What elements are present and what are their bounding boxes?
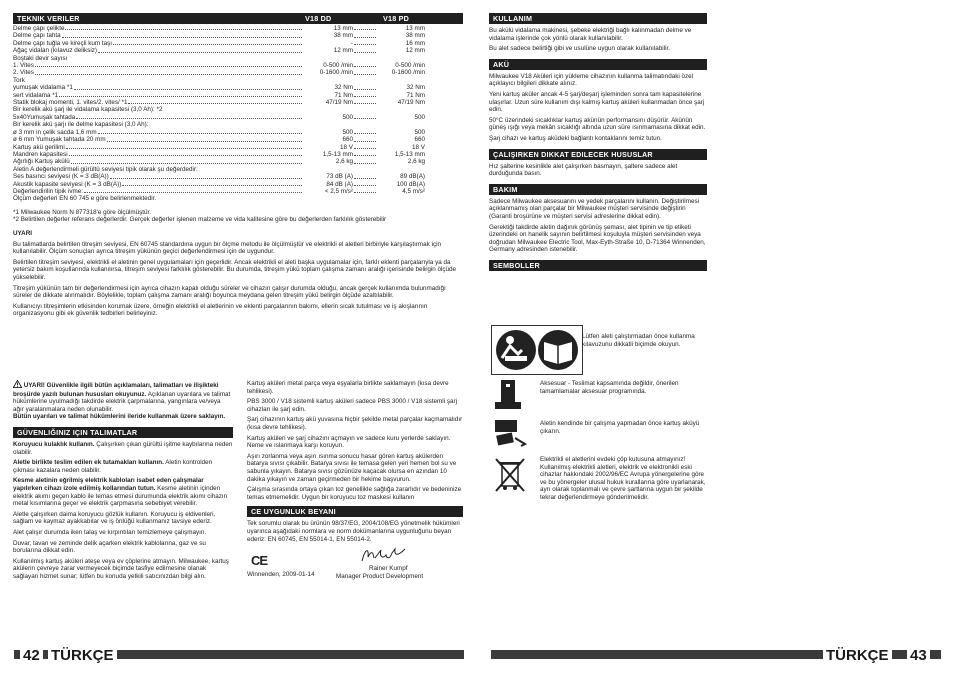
tech-row bbox=[13, 129, 463, 136]
tech-row bbox=[13, 151, 463, 158]
tech-row-label: Bir kerelik akü şarjı ile delme kapasitesi (3,0 Ah): bbox=[13, 121, 149, 129]
uyari-title: UYARI bbox=[13, 229, 33, 237]
ce-mark-icon: CE bbox=[251, 553, 268, 569]
guvenlik-p7: Kullanılmış kartuş aküleri ateşe veya ev çöplerine atmayın. Milwaukee, kartuş akülerin çevreye zarar vermeyecek biçimde tasfiye edilmesine olanak sağlayan hizmet sunar; lütfen bu konuda yetkili satıcınızdan bilgi alın. bbox=[13, 557, 229, 580]
tech-row bbox=[13, 173, 463, 180]
tech-section bbox=[13, 13, 463, 318]
guvenlik-header: GÜVENLIĞINIZ IÇIN TALIMATLAR bbox=[13, 427, 233, 438]
uyari-p3: Titreşim yükünün tam bir değerlendirmesi için ayrıca cihazın kapalı olduğu süreler ve cihazın çalışır durumda olduğu, ancak gerçek kullanımda bulunmadığı süreler de dikkate alınmalıdır. Böylelikle, toplam çalışma zamanı aralığı boyunca meydana gelen titreşim yükü belirgin ölçüde azaltılabilir. bbox=[13, 284, 446, 300]
tech-row-v18dd: 12 mm bbox=[333, 47, 353, 55]
tech-row-v18dd: 0-1600 /min bbox=[319, 69, 353, 77]
tech-row-label: Tork bbox=[13, 76, 25, 84]
tech-row-label: 2. Vites bbox=[13, 69, 34, 77]
tech-row-v18pd: 1,5-13 mm bbox=[394, 150, 425, 158]
bakim-header: BAKIM bbox=[489, 184, 707, 195]
tech-row-v18dd: 84 dB (A) bbox=[326, 180, 353, 188]
tech-row-label: Mandren kapasitesi bbox=[13, 150, 68, 158]
col-v18dd: V18 DD bbox=[305, 14, 332, 23]
tech-row bbox=[13, 99, 463, 106]
accessory-icon bbox=[491, 378, 529, 412]
tech-row-v18pd: 32 Nm bbox=[406, 84, 425, 92]
aku-p3: 50°C üzerindeki sıcaklıklar kartuş akünün performansını düşürür. Akünün güneş ışığı veya mekân sıcaklığı altında uzun süre ısınmamasına dikkat edin. bbox=[489, 116, 706, 132]
col-v18pd: V18 PD bbox=[383, 14, 409, 23]
aku-p1: Milwaukee V18 Aküleri için yükleme cihazının kullanma talimatındaki özel açıklayıcı bilgileri dikkate alınız. bbox=[489, 72, 694, 88]
remove-battery-icon bbox=[491, 416, 529, 450]
ce-header: CE UYGUNLUK BEYANI bbox=[247, 506, 463, 517]
language-label: TÜRKÇE bbox=[48, 647, 117, 664]
tech-row-v18pd: 660 bbox=[414, 136, 425, 144]
uyari-p4: Kullanıcıyı titreşimlerin etkisinden korumak üzere, örneğin elektrikli el aletlerinin ve eklenti parçalarının bakımı, ellerin sıcak tutulması ve iş akışlarının organizasyonu gibi ek güvenlik tedbirleri belirleyiniz. bbox=[13, 302, 428, 318]
page-number: 42 bbox=[20, 647, 43, 664]
tech-row bbox=[13, 136, 463, 143]
signer-title: Manager Product Development bbox=[336, 573, 424, 581]
tech-row-label: 1. Vites bbox=[13, 62, 34, 70]
symbol-text-4: Elektrikli el aletlerini evdeki çöp kutusuna atmayınız! Kullanılmış elektrikli aletleri, elektrik ve elektronikli eski cihazlar hakkındaki 2002/96/EC Avrupa yönergelerine göre ve bu yönergeler ulusal hukuk kurallarına göre uyarlanarak, ayrı olarak toplanmalı ve çevre şartlarına uygun bir şekilde tekrar değerlendirmeye gönderilmelidir. bbox=[540, 456, 706, 501]
mid-p6: Çalışma sırasında ortaya çıkan toz genellikle sağlığa zararlıdır ve bedeninize temas etmemelidir. Uygun bir koruyucu toz maskesi kullanın bbox=[247, 486, 462, 501]
tech-row bbox=[13, 166, 463, 173]
tech-row bbox=[13, 25, 463, 32]
tech-row-v18dd: 660 bbox=[342, 136, 353, 144]
tech-row bbox=[13, 55, 463, 62]
place-date: Winnenden, 2009-01-14 bbox=[247, 571, 315, 579]
page-number: 43 bbox=[907, 647, 930, 664]
language-label: TÜRKÇE bbox=[823, 647, 892, 664]
semboller-header: SEMBOLLER bbox=[489, 260, 707, 271]
mid-p4: Kartuş aküleri ve şarj cihazını açmayın ve sadece kuru yerlerde saklayın. Neme ve ıslanmaya karşı koruyun. bbox=[247, 434, 451, 450]
tech-row-label: Statik blokaj momenti, 1. vites/2. vites/ *1 bbox=[13, 99, 128, 107]
tech-row bbox=[13, 47, 463, 54]
tech-row-label: ø 6 mm Yumuşak tahtada 20 mm bbox=[13, 136, 106, 144]
tech-row bbox=[13, 77, 463, 84]
kullanim-p1: Bu akülü vidalama makinesi, şebeke elektriği bağlı kalınmadan delme ve vidalama işlerinde çok yönlü olarak kullanılabilir. bbox=[489, 27, 692, 42]
tech-row-label: Bir kerelik akü şarj ile vidalama kapasitesi (3,0 Ah): *2 bbox=[13, 106, 163, 114]
tech-row-v18pd: 16 mm bbox=[405, 39, 425, 47]
tech-row-v18dd: 32 Nm bbox=[334, 84, 353, 92]
guvenlik-p5: Alet çalışır durumda iken talaş ve kırpıntıları temizlemeye çalışmayın. bbox=[13, 528, 207, 536]
uyari-p2: Belirtilen titreşim seviyesi, elektrikli el aletinin genel uygulamaları için geçerlidir. Ancak elektrikli el aleti başka uygulamalar için, farklı eklenti parçalarıyla ya da yetersiz bakım koşullarında kullanılırsa, titreşim seviyesi farklılık gösterebilir. Bu durumda, titreşim yükü toplam çalışma zamanı aralığı içerisinde belirgin ölçüde yükselebilir. bbox=[13, 258, 457, 281]
tech-row-v18dd: 71 Nm bbox=[334, 91, 353, 99]
tech-row-v18pd: 500 bbox=[414, 113, 425, 121]
tech-row-v18dd: 2,6 kg bbox=[335, 158, 353, 166]
right-text-column bbox=[489, 13, 707, 271]
tech-row-label: Ölçüm değerleri EN 60 745 e göre belirlenmektedir. bbox=[13, 195, 157, 203]
tech-row-label: Ses basıncı seviyesi (K = 3 dB(A)) bbox=[13, 173, 109, 181]
tech-row-label: yumuşak vidalama *1 bbox=[13, 84, 73, 92]
mid-p5: Aşırı zorlanma veya aşırı ısınma sonucu hasar gören kartuş akülerden batarya sıvısı çıkabilir. Batarya sıvısı ile temasa gelen yeri hemen bol su ve sabunla yıkayın. Batarya sıvısı gözünüze kaçacak olursa en azından 10 dakika yıkayın ve zaman geçirmeden bir hekime başvurun. bbox=[247, 452, 457, 483]
tech-row-label: Delme çapı çelikte bbox=[13, 25, 65, 32]
mid-p2: PBS 3000 / V18 sistemli kartuş aküleri sadece PBS 3000 / V18 sistemli şarj cihazları ile şarj edin. bbox=[247, 398, 457, 413]
tech-row-label: Delme çapı tahta bbox=[13, 32, 61, 40]
tech-row-v18pd: 18 V bbox=[412, 143, 425, 151]
tech-row-v18pd: 12 mm bbox=[405, 47, 425, 55]
tech-row-v18dd: 73 dB (A) bbox=[326, 173, 353, 181]
tech-row bbox=[13, 106, 463, 113]
tech-row-v18pd: 2,6 kg bbox=[407, 158, 425, 166]
tech-row-v18dd: 500 bbox=[342, 128, 353, 136]
guvenlik-p2: Aletle birlikte teslim edilen ek tutamakları kullanın. Aletin kontrolden çıkması kazalara neden olabilir. bbox=[13, 459, 213, 474]
tech-note-2: *2 Belirtilen değerler referans değerlerdir. Gerçek değerler işlenen malzeme ve vida kalitesine göre bu değerlerden farklılık gösterebilir bbox=[13, 216, 387, 224]
tech-row-label: sert vidalama *1 bbox=[13, 91, 59, 99]
tech-row-v18pd: 100 dB(A) bbox=[396, 180, 425, 188]
kullanim-p2: Bu alet sadece belirtiği gibi ve usulüne uygun olarak kullanılabilir. bbox=[489, 45, 670, 53]
tech-row-v18pd: 0-1600 /min bbox=[391, 69, 425, 77]
tech-row bbox=[13, 114, 463, 121]
battery-column bbox=[247, 380, 463, 589]
symbol-text-2: Aksesuar - Teslimat kapsamında değildir, önerilen tamamlamalar aksesuar programında. bbox=[540, 380, 679, 395]
right-footer bbox=[477, 648, 954, 668]
warning-keep: Bütün uyarıları ve talimat hükümlerini ileride kullanmak üzere saklayın. bbox=[13, 413, 226, 421]
tech-row bbox=[13, 144, 463, 151]
uyari-p1: Bu talimatlarda belirtilen titreşim seviyesi, EN 60745 standardına uygun bir ölçme metodu ile ölçülmüştür ve elektrikli el aletleri birbiriyle karşılaştırmak için kullanılabilir. Ölçüm sonuçları ayrıca titreşim yükünün geçici değerlendirmesi için de uygundur. bbox=[13, 240, 442, 256]
signer-name: Rainer Kumpf bbox=[369, 565, 408, 573]
tech-row-v18dd: 0-500 /min bbox=[323, 62, 353, 70]
mid-p3: Şarj cihazının kartuş akü yuvasına hiçbir şekilde metal parçalar kaçmamalıdır (kısa devre tehlikesi). bbox=[247, 416, 463, 431]
tech-row bbox=[13, 121, 463, 128]
tech-row-v18pd: 38 mm bbox=[405, 32, 425, 40]
left-footer bbox=[0, 648, 477, 668]
signature-icon bbox=[359, 545, 409, 565]
tech-row-label: Ağaç vidalan (kılavuz deliksiz) bbox=[13, 47, 97, 55]
symbol-text-3: Aletin kendinde bir çalışma yapmadan önce kartuş aküyü çıkarın. bbox=[540, 420, 700, 435]
tech-row-v18pd: 13 mm bbox=[405, 25, 425, 32]
tech-row bbox=[13, 158, 463, 165]
tech-row-v18dd: 13 mm bbox=[333, 25, 353, 32]
tech-row-label: Değerlendirilin tipik ivme: bbox=[13, 187, 83, 195]
tech-row-label: Boştaki devir sayısı bbox=[13, 54, 68, 62]
tech-header: TEKNIK VERILER V18 DD V18 PD bbox=[13, 13, 463, 24]
tech-row-v18dd: 18 V bbox=[340, 143, 353, 151]
ce-signature-block bbox=[247, 545, 463, 589]
tech-row-v18dd: 1,5-13 mm bbox=[322, 150, 353, 158]
tech-row-label: Delme çapı tuğla ve kireçli kum taşı bbox=[13, 39, 113, 47]
tech-row bbox=[13, 62, 463, 69]
tech-row-label: Aletin A değerlendirmeli gürültü seviyesi tipik olarak şu değerdedir: bbox=[13, 165, 198, 173]
aku-header: AKÜ bbox=[489, 59, 707, 70]
tech-row bbox=[13, 181, 463, 188]
warning-block: UYARI! Güvenlikle ilgili bütün açıklamaları, talimatları ve ilişikteki broşürde yazılı bulunan hususları okuyunuz. Açıklanan uyarılara ve talimat hükümlerine uyulmadığı takdirde elektrik çarpmalarına, yangınlara ve/veya ağır yaralanmalara neden olunabilir. bbox=[13, 382, 231, 413]
ce-text: Tek sorumlu olarak bu ürünün 98/37/EG, 2004/108/EG yönetmelik hükümleri uyarınca aşağıdaki normlara ve norm dokümanlarına uygunluğunu beyan ederiz: EN 60745, EN 55014-1, EN 55014-2. bbox=[247, 520, 460, 543]
tech-row-v18dd: 47/19 Nm bbox=[325, 99, 353, 107]
tech-row-v18dd: - bbox=[350, 39, 353, 47]
aku-p4: Şarj cihazı ve kartuş aküdeki bağlantı kontaklarını temiz tutun. bbox=[489, 134, 662, 142]
tech-note-1: *1 Milwaukee Norm N 877318'e göre ölçülmüştür. bbox=[13, 208, 152, 216]
tech-table bbox=[13, 25, 463, 203]
guvenlik-p1: Koruyucu kulaklık kullanın. Çalışırken çıkan gürültü işitme kaybılarına neden olabilir. bbox=[13, 440, 233, 456]
read-manual-icon bbox=[491, 325, 583, 375]
safety-column bbox=[13, 380, 233, 580]
tech-row-label: Akustik kapasite seviyesi (K = 3 dB(A)) bbox=[13, 180, 122, 188]
tech-row bbox=[13, 40, 463, 47]
tech-row-v18pd: 500 bbox=[414, 128, 425, 136]
tech-row-v18dd: 38 mm bbox=[333, 32, 353, 40]
tech-row-v18pd: 0-500 /min bbox=[395, 62, 425, 70]
symbol-text-1: Lütfen aleti çalıştırmadan önce kullanma kılavuzunu dikkatli biçimde okuyun. bbox=[582, 333, 695, 348]
warning-triangle-icon bbox=[13, 380, 22, 391]
kullanim-header: KULLANIM bbox=[489, 13, 707, 24]
calisirken-header: ÇALIŞIRKEN DIKKAT EDILECEK HUSUSLAR bbox=[489, 149, 707, 160]
bakim-p2: Gerektiği takdirde aletin dağınık görünüş şeması, alet tipinin ve tip etiketi üzerindeki on hanelik sayının belirtilmesi koşuluyla müşteri servisinden veya doğrudan Milwaukee Electric Tool, Max-Eyth-Straße 10, D-71364 Winnenden, Germany adresinden istenebilir. bbox=[489, 223, 706, 254]
tech-row bbox=[13, 32, 463, 39]
mid-p1: Kartuş aküleri metal parça veya eşyalarla birlikte saklamayın (kısa devre tehlikesi). bbox=[247, 380, 449, 395]
tech-row-label: Ağırlığı Kartuş akülü bbox=[13, 158, 70, 166]
weee-bin-icon bbox=[491, 456, 529, 494]
tech-row bbox=[13, 69, 463, 76]
right-page bbox=[477, 0, 954, 677]
tech-row-v18dd: < 2,5 m/s² bbox=[324, 187, 353, 195]
tech-row bbox=[13, 84, 463, 91]
tech-row-v18dd: 500 bbox=[342, 113, 353, 121]
calisirken-p1: Hız şalterine kesinlikle alet çalışırken basmayın, şaltere sadece alet durduğunda basın. bbox=[489, 162, 678, 178]
tech-row-v18pd: 71 Nm bbox=[406, 91, 425, 99]
tech-row-v18pd: 89 dB(A) bbox=[400, 173, 425, 181]
tech-row bbox=[13, 92, 463, 99]
bakim-p1: Sadece Milwaukee aksesuarını ve yedek parçalarını kullanın. Değiştirilmesi açıklanmamış olan parçalar bir Milwaukee müşteri servisinde değiştirin (Garanti broşürüne ve müşteri servisi adreslerine dikkat edin). bbox=[489, 197, 699, 220]
tech-row-label: 5x40Yumuşak tahtada bbox=[13, 113, 76, 121]
tech-row-v18pd: 47/19 Nm bbox=[397, 99, 425, 107]
guvenlik-p4: Aletle çalışırken daima koruyucu gözlük kullanın. Koruyucu iş eldivenleri, sağlam ve kaymaz ayakkabılar ve iş önlüğü kullanmanız tavsiye ederiz. bbox=[13, 510, 216, 526]
guvenlik-p3: Kesme aletinin eğrilmiş elektrik kabloları isabet eden çalışmalar yapılırken cihazı izole edilmiş kollarından tutun. Kesme aletinin içinden elektrik akımı geçen kablo ile temas etmesi durumunda elektrik akımı cihazın metal kısımlarına geçer ve elektrik çarpmasına sebebiyet verebilir. bbox=[13, 477, 228, 508]
tech-row bbox=[13, 195, 463, 202]
tech-row-v18pd: 4,5 m/s² bbox=[402, 187, 425, 195]
tech-row-label: Kartuş akü gerilimi bbox=[13, 143, 65, 151]
aku-p2: Yeni kartuş aküler ancak 4-5 şarj/deşarj işleminden sonra tam kapasitelerine ulaşırlar. Uzun süre kullanım dışı kalmış kartuş aküleri kullanmadan önce şarj edin. bbox=[489, 90, 705, 114]
guvenlik-p6: Duvar, tavan ve zeminde delik açarken elektrik kablolarına, gaz ve su borularına dikkat edin. bbox=[13, 539, 206, 555]
tech-row-label: ø 3 mm in çelik sacda 1,6 mm bbox=[13, 128, 97, 136]
